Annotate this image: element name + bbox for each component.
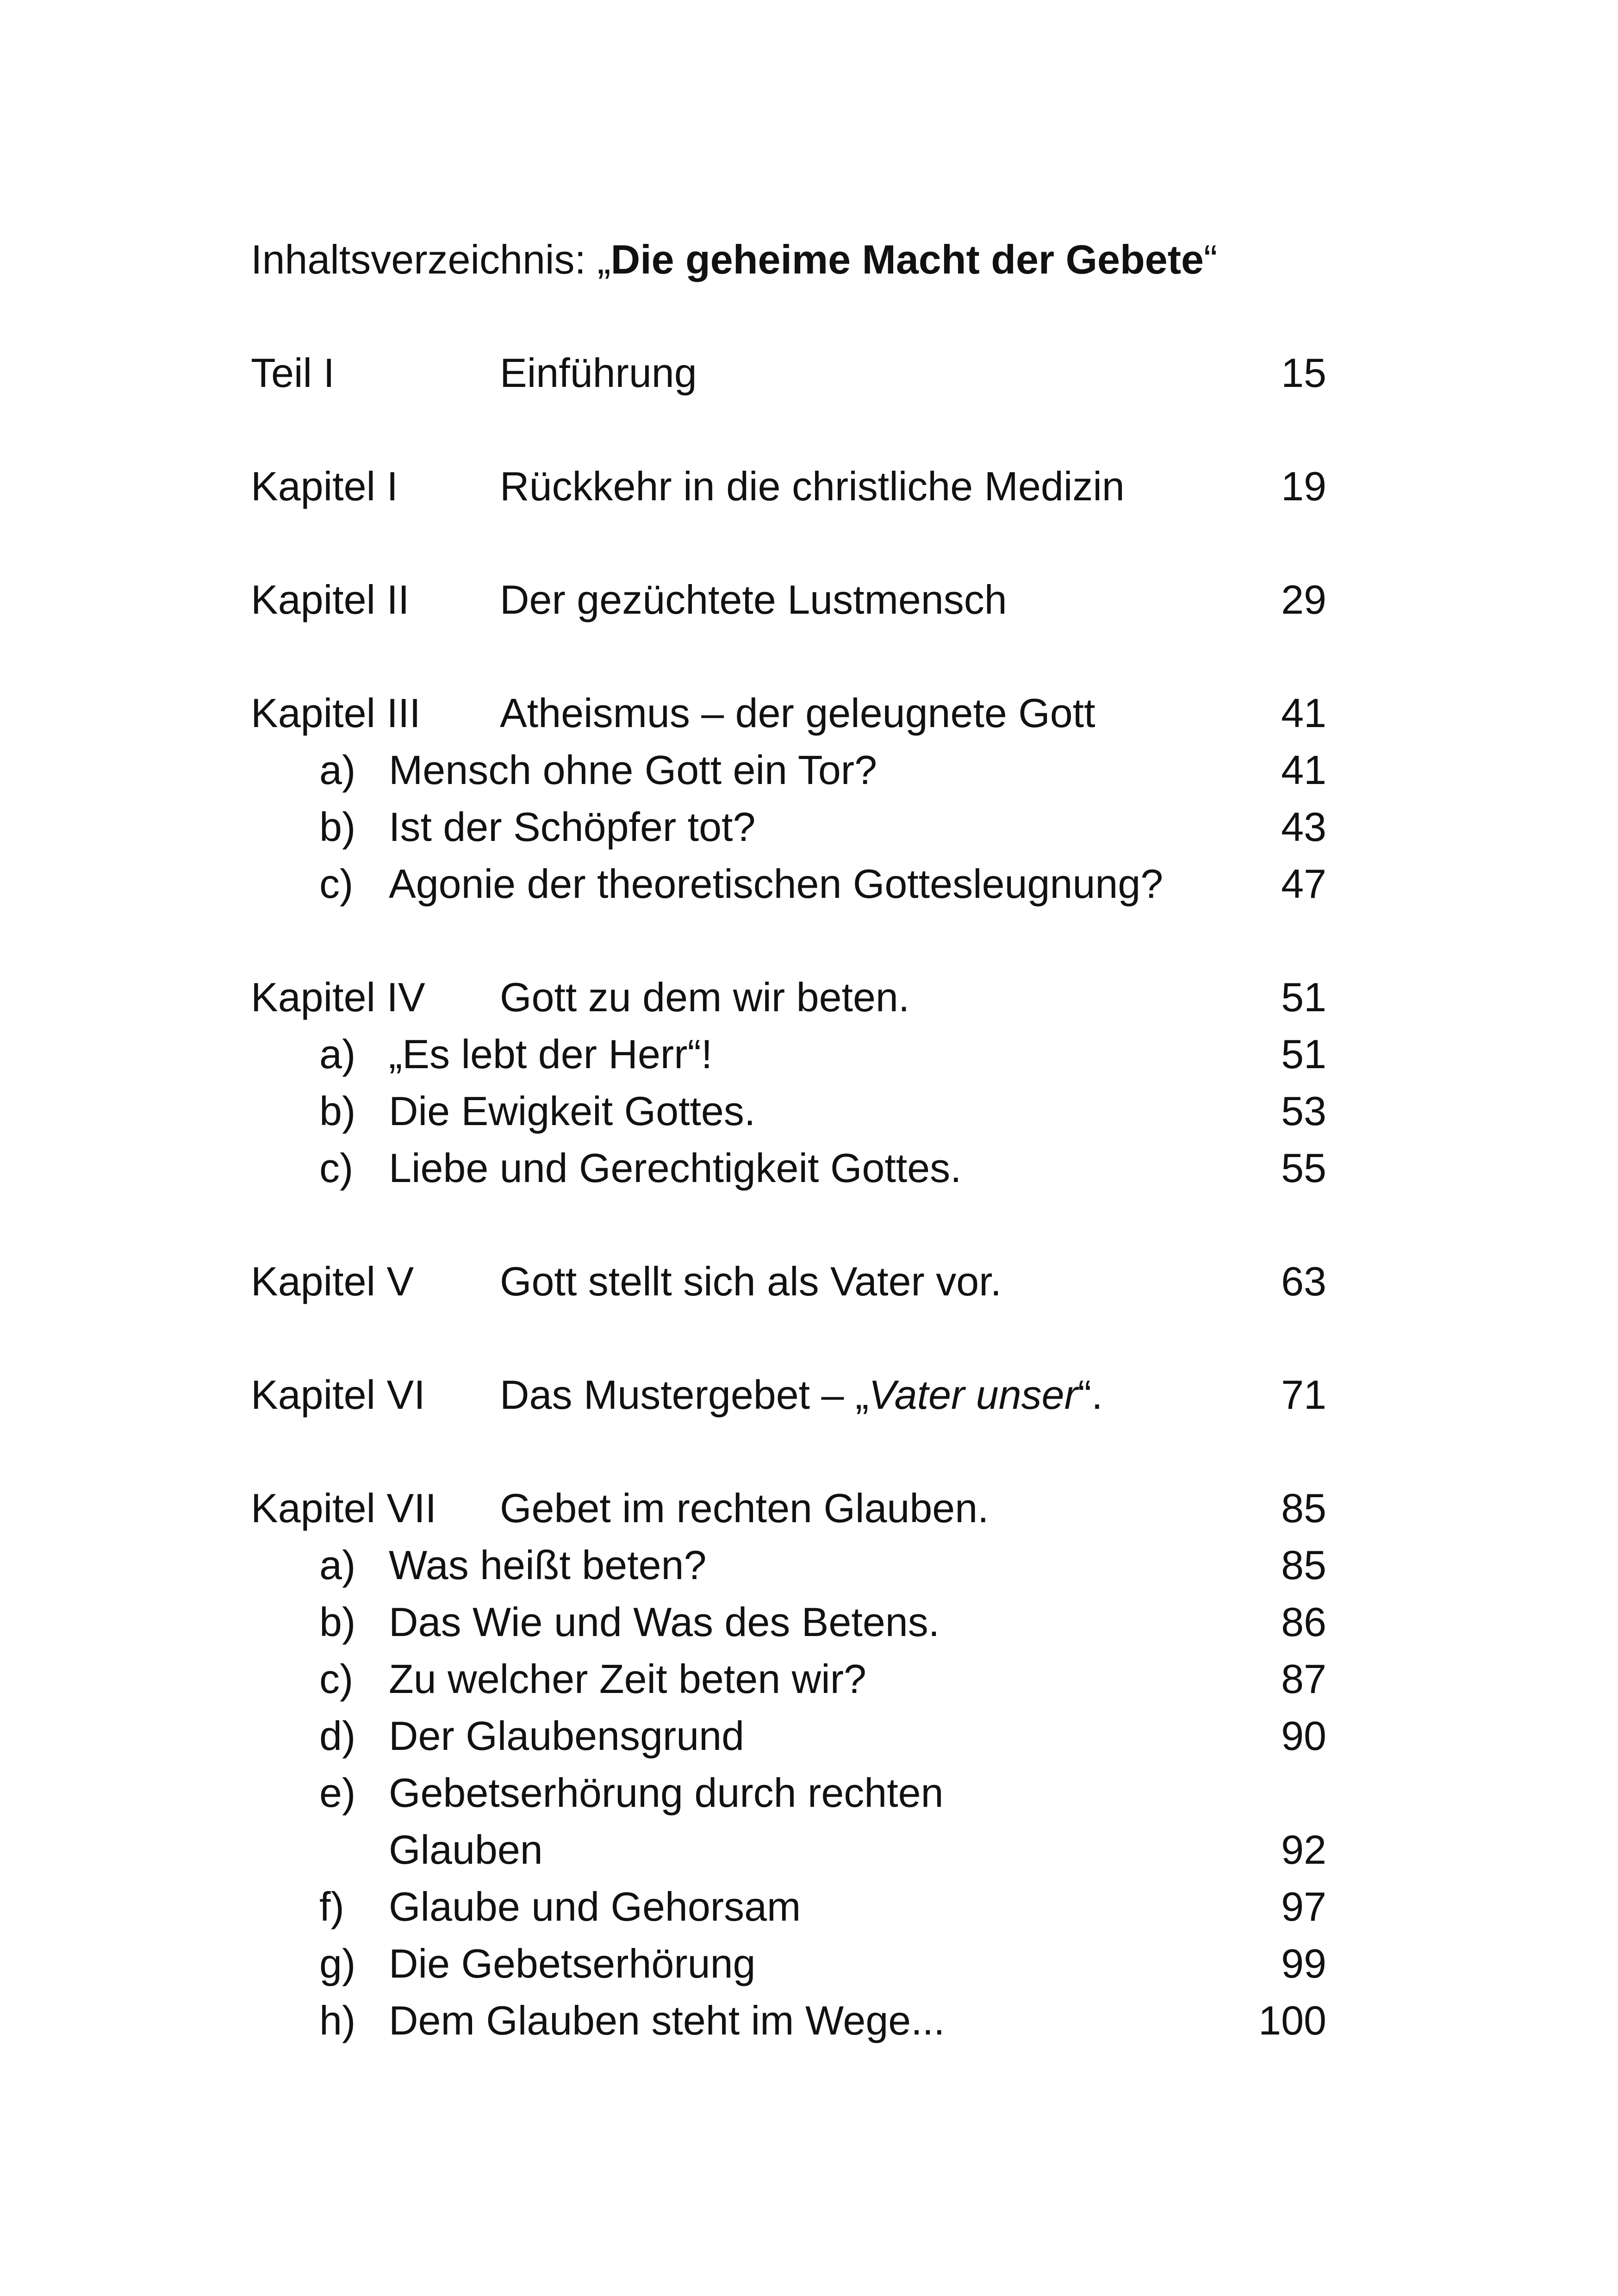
subentry-title: Agonie der theoretischen Gottesleugnung?	[389, 861, 1164, 907]
subentry-letter: b)	[319, 804, 356, 850]
subentry-letter: c)	[319, 1145, 354, 1191]
toc-subentry-continuation	[0, 1822, 1618, 1878]
subentry-page: 100	[1258, 1997, 1326, 2043]
entry-title: Gebet im rechten Glauben.	[500, 1485, 989, 1531]
subentry-letter: a)	[319, 747, 356, 793]
entry-title	[500, 1367, 1103, 1423]
entry-label: Kapitel III	[251, 690, 421, 736]
subentry-title: Die Ewigkeit Gottes.	[389, 1088, 756, 1134]
entry-page: 85	[1281, 1485, 1326, 1531]
subentry-title: Was heißt beten?	[389, 1542, 707, 1588]
subentry-page: 47	[1281, 861, 1326, 907]
toc-entry-kapitel-3	[0, 685, 1618, 741]
toc-subentry	[0, 1992, 1618, 2049]
toc-subentry	[0, 1537, 1618, 1593]
entry-page: 41	[1281, 690, 1326, 736]
entry-label: Teil I	[251, 350, 335, 396]
subentry-title: Zu welcher Zeit beten wir?	[389, 1656, 866, 1702]
toc-entry-kapitel-5	[0, 1253, 1618, 1310]
subentry-page: 86	[1281, 1599, 1326, 1645]
entry-label: Kapitel VII	[251, 1485, 437, 1531]
subentry-page: 85	[1281, 1542, 1326, 1588]
toc-subentry	[0, 1708, 1618, 1764]
subentry-letter: c)	[319, 861, 354, 907]
toc-subentry	[0, 1140, 1618, 1196]
entry-page: 51	[1281, 974, 1326, 1020]
subentry-letter: a)	[319, 1031, 356, 1077]
subentry-page: 55	[1281, 1145, 1326, 1191]
toc-subentry	[0, 742, 1618, 798]
toc-heading-prefix: Inhaltsverzeichnis: „	[251, 236, 611, 282]
subentry-letter: c)	[319, 1656, 354, 1702]
entry-title: Rückkehr in die christliche Medizin	[500, 463, 1125, 509]
entry-title-post: “.	[1077, 1372, 1103, 1418]
entry-label: Kapitel I	[251, 463, 398, 509]
subentry-letter: g)	[319, 1941, 356, 1986]
entry-page: 71	[1281, 1372, 1326, 1418]
entry-title: Der gezüchtete Lustmensch	[500, 577, 1007, 622]
subentry-title: Gebetserhörung durch rechten	[389, 1770, 944, 1816]
toc-heading	[0, 231, 1618, 288]
toc-subentry	[0, 1594, 1618, 1650]
entry-title: Gott stellt sich als Vater vor.	[500, 1258, 1002, 1304]
subentry-title: „Es lebt der Herr“!	[389, 1031, 713, 1077]
toc-heading-text	[251, 231, 1217, 288]
subentry-page: 92	[1281, 1827, 1326, 1873]
subentry-page: 99	[1281, 1941, 1326, 1986]
entry-title: Gott zu dem wir beten.	[500, 974, 910, 1020]
subentry-page: 41	[1281, 747, 1326, 793]
toc-entry-kapitel-7	[0, 1480, 1618, 1537]
toc-subentry	[0, 856, 1618, 912]
toc-subentry	[0, 1026, 1618, 1083]
toc-subentry	[0, 1083, 1618, 1139]
subentry-title: Das Wie und Was des Betens.	[389, 1599, 940, 1645]
subentry-letter: e)	[319, 1770, 356, 1816]
toc-entry-kapitel-6	[0, 1367, 1618, 1423]
entry-title-italic: Vater unser	[869, 1372, 1078, 1418]
subentry-letter: b)	[319, 1599, 356, 1645]
subentry-page: 87	[1281, 1656, 1326, 1702]
toc-subentry	[0, 1651, 1618, 1707]
book-title: Die geheime Macht der Gebete	[610, 236, 1204, 282]
subentry-page: 97	[1281, 1884, 1326, 1929]
entry-label: Kapitel V	[251, 1258, 414, 1304]
entry-title-pre: Das Mustergebet – „	[500, 1372, 869, 1418]
toc-entry-teil-1	[0, 345, 1618, 401]
subentry-letter: h)	[319, 1997, 356, 2043]
entry-label: Kapitel II	[251, 577, 410, 622]
subentry-letter: a)	[319, 1542, 356, 1588]
toc-subentry	[0, 799, 1618, 855]
subentry-title: Dem Glauben steht im Wege...	[389, 1997, 945, 2043]
toc-subentry	[0, 1879, 1618, 1935]
entry-title: Atheismus – der geleugnete Gott	[500, 690, 1095, 736]
entry-page: 29	[1281, 577, 1326, 622]
subentry-title: Die Gebetserhörung	[389, 1941, 756, 1986]
subentry-letter: b)	[319, 1088, 356, 1134]
subentry-title: Glaube und Gehorsam	[389, 1884, 801, 1929]
toc-entry-kapitel-1	[0, 458, 1618, 515]
entry-title: Einführung	[500, 350, 697, 396]
toc-subentry	[0, 1935, 1618, 1992]
subentry-title: Ist der Schöpfer tot?	[389, 804, 756, 850]
subentry-page: 51	[1281, 1031, 1326, 1077]
entry-page: 15	[1281, 350, 1326, 396]
subentry-title: Der Glaubensgrund	[389, 1713, 745, 1759]
toc-entry-kapitel-2	[0, 572, 1618, 628]
entry-label: Kapitel VI	[251, 1372, 425, 1418]
subentry-letter: d)	[319, 1713, 356, 1759]
toc-heading-suffix: “	[1203, 236, 1218, 282]
entry-page: 19	[1281, 463, 1326, 509]
subentry-page: 43	[1281, 804, 1326, 850]
subentry-title: Mensch ohne Gott ein Tor?	[389, 747, 877, 793]
subentry-letter: f)	[319, 1884, 344, 1929]
subentry-title: Liebe und Gerechtigkeit Gottes.	[389, 1145, 962, 1191]
toc-entry-kapitel-4	[0, 969, 1618, 1026]
toc-subentry	[0, 1765, 1618, 1821]
entry-page: 63	[1281, 1258, 1326, 1304]
subentry-page: 53	[1281, 1088, 1326, 1134]
subentry-title-continuation: Glauben	[389, 1827, 543, 1873]
subentry-page: 90	[1281, 1713, 1326, 1759]
entry-label: Kapitel IV	[251, 974, 425, 1020]
